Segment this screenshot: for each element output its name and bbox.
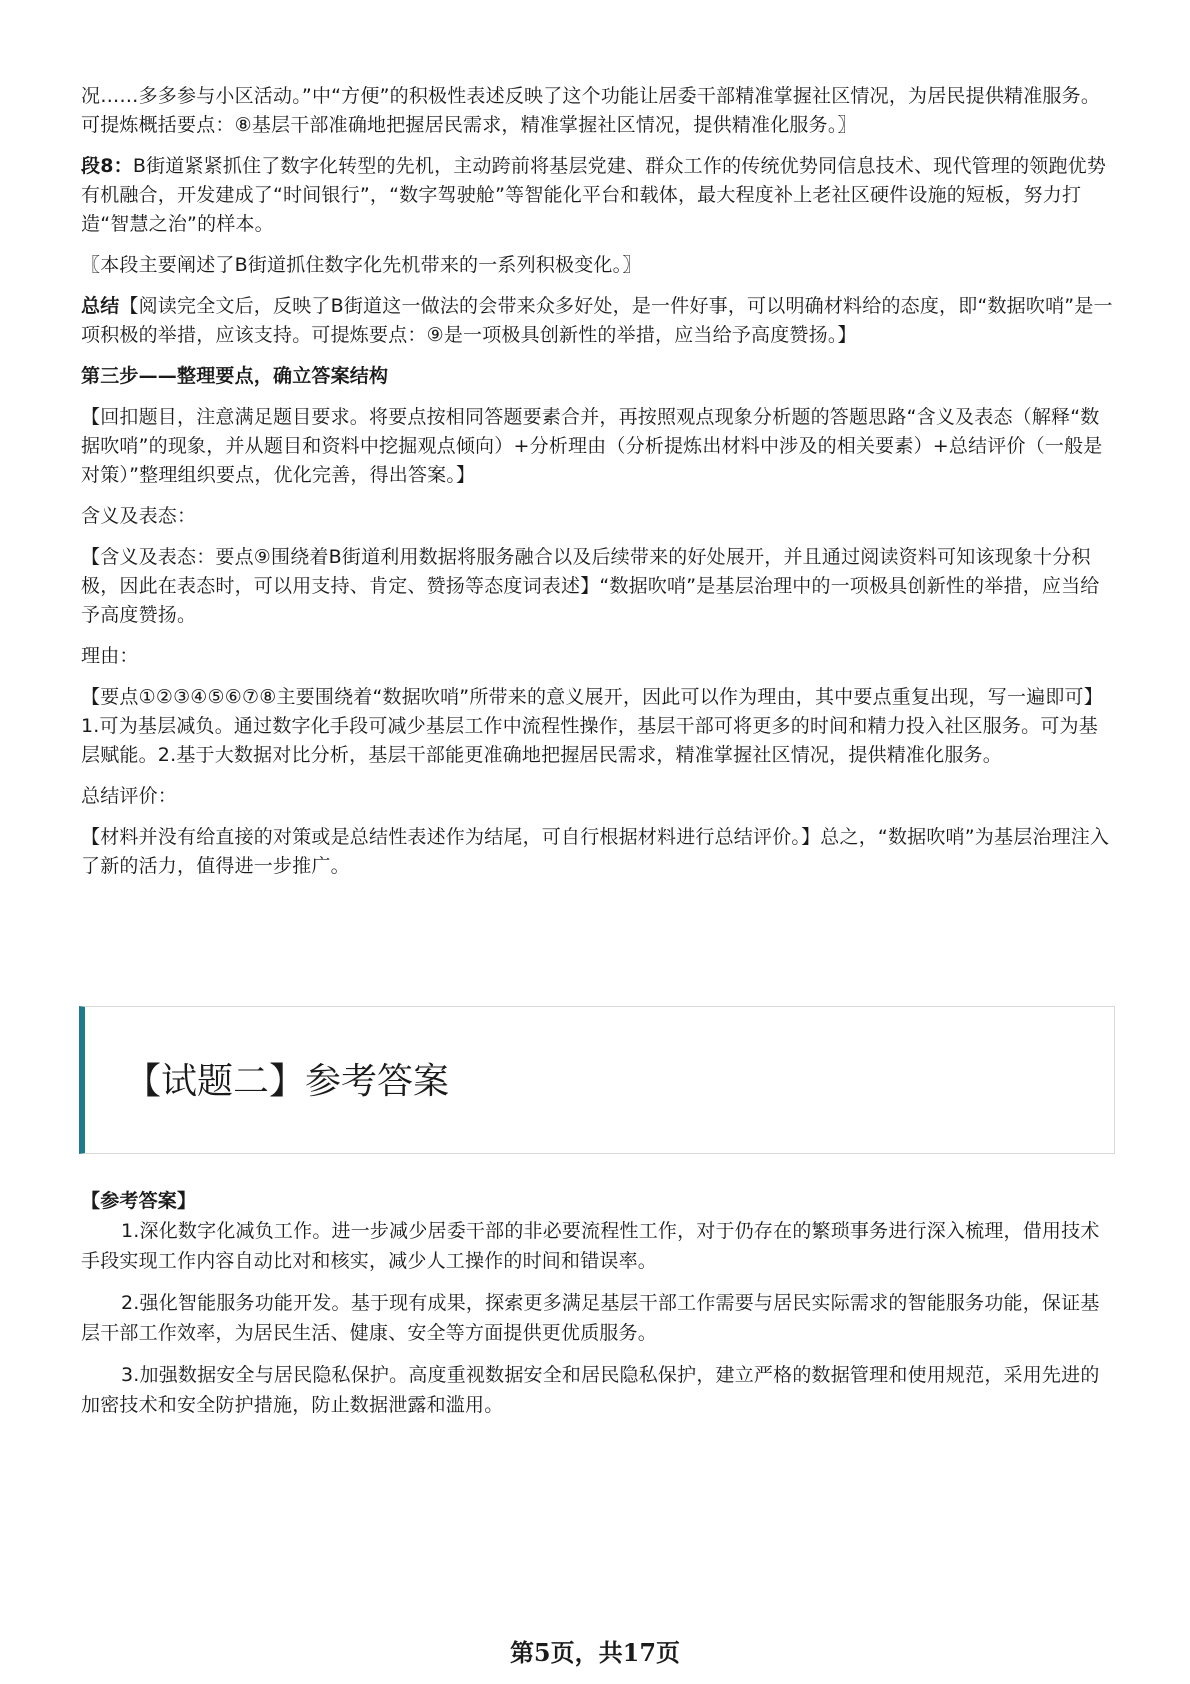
paragraph-text: 【含义及表态：要点⑨围绕着B街道利用数据将服务融合以及后续带来的好处展开，并且通过阅读资料可知该现象十分积极，因此在表态时，可以用支持、肯定、赞扬等态度词表述】“数据吹哨”是基层治理中的一项极具创新性的举措，应当给予高度赞扬。 — [81, 546, 1100, 626]
paragraph-lead: 总结 — [81, 295, 120, 317]
paragraph — [81, 683, 1113, 770]
answer-item: 2.强化智能服务功能开发。基于现有成果，探索更多满足基层干部工作需要与居民实际需求的智能服务功能，保证基层干部工作效率，为居民生活、健康、安全等方面提供更优质服务。 — [81, 1292, 1100, 1344]
answer-item: 3.加强数据安全与居民隐私保护。高度重视数据安全和居民隐私保护，建立严格的数据管理和使用规范，采用先进的加密技术和安全防护措施，防止数据泄露和滥用。 — [81, 1364, 1100, 1416]
subheading — [81, 502, 1113, 531]
document-body — [81, 82, 1113, 881]
answer-label: 【参考答案】 — [81, 1190, 197, 1212]
paragraph-text: 【要点①②③④⑤⑥⑦⑧主要围绕着“数据吹哨”所带来的意义展开，因此可以作为理由，其中要点重复出现，写一遍即可】1.可为基层减负。通过数字化手段可减少基层工作中流程性操作，基层干部可将更多的时间和精力投入社区服务。可为基层赋能。2.基于大数据对比分析，基层干部能更准确地把握居民需求，精准掌握社区情况，提供精准化服务。 — [81, 686, 1103, 766]
page-footer: 第5页，共17页 — [509, 1638, 681, 1667]
section-title-box — [79, 1006, 1115, 1154]
subheading-text: 含义及表态： — [81, 505, 197, 527]
paragraph-text: 【回扣题目，注意满足题目要求。将要点按相同答题要素合并，再按照观点现象分析题的答题思路“含义及表态（解释“数据吹哨”的现象，并从题目和资料中挖掘观点倾向）+分析理由（分析提炼出材料中涉及的相关要素）+总结评价（一般是对策）”整理组织要点，优化完善，得出答案。】 — [81, 406, 1103, 486]
paragraph-text: B街道紧紧抓住了数字化转型的先机，主动跨前将基层党建、群众工作的传统优势同信息技术、现代管理的领跑优势有机融合，开发建成了“时间银行”，“数字驾驶舱”等智能化平台和载体，最大程度补上老社区硬件设施的短板，努力打造“智慧之治”的样本。 — [81, 155, 1107, 235]
subheading-text: 总结评价： — [81, 785, 178, 807]
step-heading — [81, 362, 1113, 391]
paragraph — [81, 82, 1113, 140]
reference-answer — [81, 1186, 1113, 1420]
paragraph — [81, 251, 1113, 280]
step-heading-text: 第三步——整理要点，确立答案结构 — [81, 365, 389, 387]
subheading — [81, 782, 1113, 811]
subheading-text: 理由： — [81, 645, 139, 667]
paragraph-text: 【材料并没有给直接的对策或是总结性表述作为结尾，可自行根据材料进行总结评价。】总之，“数据吹哨”为基层治理注入了新的活力，值得进一步推广。 — [81, 826, 1110, 877]
paragraph — [81, 152, 1113, 239]
subheading — [81, 642, 1113, 671]
paragraph — [81, 403, 1113, 490]
section-title: 【试题二】参考答案 — [125, 1061, 450, 1102]
paragraph — [81, 823, 1113, 881]
paragraph — [81, 543, 1113, 630]
paragraph-text: 【阅读完全文后，反映了B街道这一做法的会带来众多好处，是一件好事，可以明确材料给的态度，即“数据吹哨”是一项积极的举措，应该支持。可提炼要点：⑨是一项极具创新性的举措，应当给予高度赞扬。】 — [81, 295, 1113, 346]
paragraph — [81, 292, 1113, 350]
answer-item: 1.深化数字化减负工作。进一步减少居委干部的非必要流程性工作，对于仍存在的繁琐事务进行深入梳理，借用技术手段实现工作内容自动比对和核实，减少人工操作的时间和错误率。 — [81, 1220, 1100, 1272]
paragraph-lead: 段8： — [81, 155, 133, 177]
paragraph-text: 况……多多参与小区活动。”中“方便”的积极性表述反映了这个功能让居委干部精准掌握社区情况，为居民提供精准服务。可提炼概括要点：⑧基层干部准确地把握居民需求，精准掌握社区情况，提供精准化服务。〗 — [81, 85, 1101, 136]
paragraph-text: 〖本段主要阐述了B街道抓住数字化先机带来的一系列积极变化。〗 — [81, 254, 642, 276]
